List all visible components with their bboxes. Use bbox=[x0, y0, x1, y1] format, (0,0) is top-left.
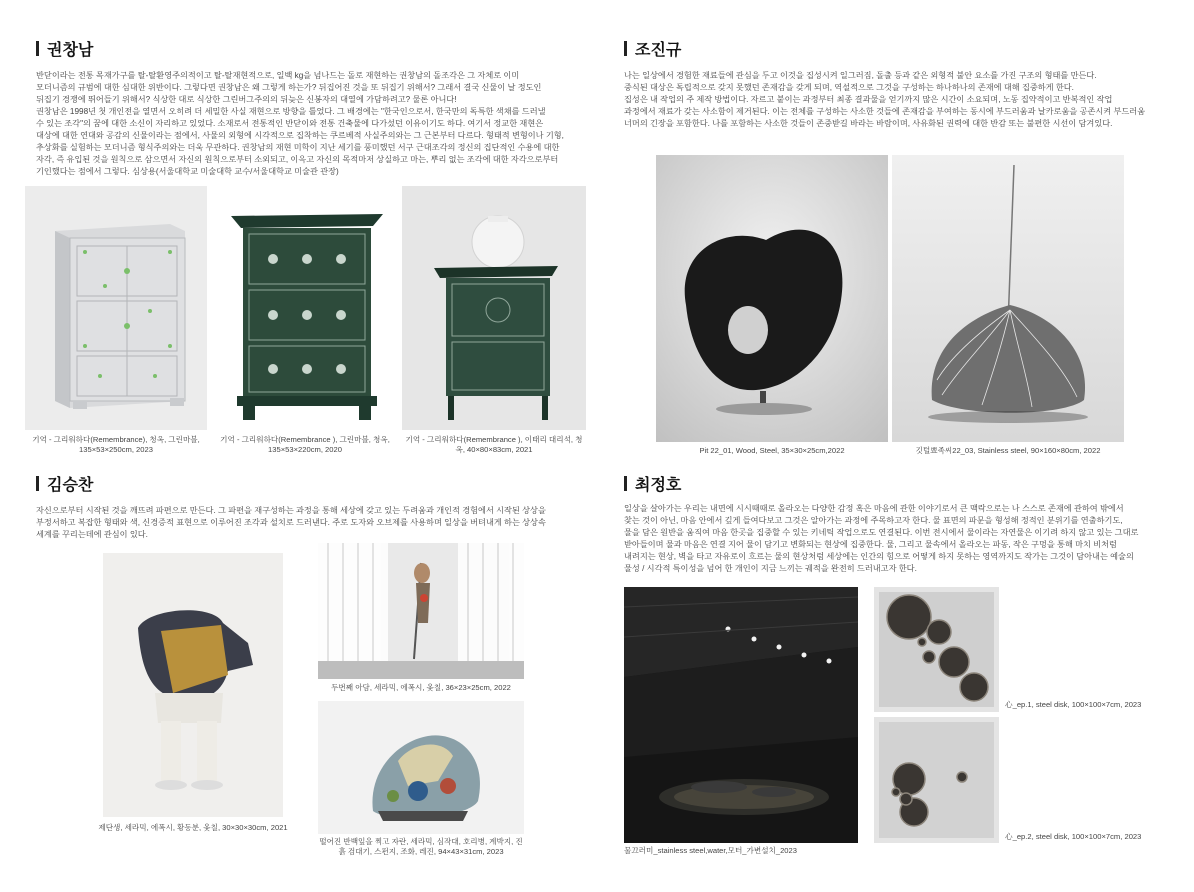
artwork-caption: 물끄러미_stainless steel,water,모터_가변설치_2023 bbox=[624, 846, 797, 855]
artwork-photo bbox=[624, 587, 858, 843]
artwork-photo bbox=[656, 155, 888, 442]
bio-line: 일상을 살아가는 우리는 내면에 시시때때로 올라오는 다양한 감정 혹은 마음에 관한 이야기로서 큰 맥락으로는 나 스스로 존재에 관하여 밖에서 bbox=[624, 504, 1124, 513]
bio-line: 수 있는 조각"의 꿈에 대한 소신이 자리하고 있었다. 소재로서 전통적인 반닫이와 전통 건축물에 다가섰던 이유이기도 하다. 여기서 정교한 재현은 bbox=[36, 119, 544, 128]
artwork-photo bbox=[874, 587, 999, 712]
artwork-caption: 떨어진 반백잎을 찍고 자란, 세라믹, 심작대, 호리병, 계박지, 진흙 검대기, 스펀지, 조화, 레진, 94×43×31cm, 2023 bbox=[319, 837, 523, 856]
bio-line: 모더니즘의 규범에 대한 심대한 위반이다. 그렇다면 권창남은 왜 그렇게 하는가? 뒤집어진 것을 또 뒤집기 위해서? 그래서 결국 신물이 날 정도인 bbox=[36, 83, 542, 92]
artist-name: 조진규 bbox=[635, 42, 682, 59]
bio-line: 세계를 꾸리는데에 관심이 있다. bbox=[36, 530, 148, 539]
artwork-caption: 두번째 아담, 세라믹, 에폭시, 옻칠, 36×23×25cm, 2022 bbox=[331, 683, 511, 692]
bio-line: 권창남은 1998년 첫 개인전을 열면서 오히려 더 세밀한 사실 재현으로 방향을 틀었다. 그 배경에는 "한국인으로서, 한국만의 독특한 색채를 드러낼 bbox=[36, 107, 546, 116]
artwork-photo bbox=[874, 717, 999, 843]
artwork-photo bbox=[213, 186, 397, 430]
bio-line: 대상에 대한 연대와 공감의 신물이라는 점에서, 사물의 외형에 시각적으로 집착하는 쿠르베적 사실주의와는 그 근본부터 다르다. 형태적 변형이나 기형, bbox=[36, 131, 564, 140]
heading-bar bbox=[624, 41, 627, 56]
artwork-caption: 心_ep.1, steel disk, 100×100×7cm, 2023 bbox=[1005, 700, 1142, 709]
artist-name: 최정호 bbox=[635, 477, 682, 494]
bio-line: 부정서하고 복잡한 형태와 색, 신경증적 표현으로 이루어진 조각과 설치로 드러낸다. 주로 도자와 오브제를 사용하며 일상을 버텨내게 하는 상상속 bbox=[36, 518, 546, 527]
artwork-photo bbox=[103, 553, 283, 817]
artwork-caption: 心_ep.2, steel disk, 100×100×7cm, 2023 bbox=[1005, 832, 1142, 841]
artwork-caption: 기억 - 그리워하다(Remembrance ), 그린마블, 청옥, 135×53×220cm, 2020 bbox=[220, 435, 390, 454]
bio-line: 중식된 대상은 독립적으로 갖지 못했던 존재감을 갖게 되며, 역설적으로 그것을 구성하는 하나하나의 존재에 대해 집중하게 한다. bbox=[624, 83, 1074, 92]
heading-bar bbox=[36, 41, 39, 56]
bio-line: 추상화를 실험하는 모더니즘 형식주의와는 더욱 무관하다. 권창남의 재현 미학이 지난 세기를 풍미했던 서구 근대조각의 정신의 집단적인 수용에 대한 bbox=[36, 143, 560, 152]
artwork-caption: 기억 - 그리워하다(Remembrance ), 이태리 대리석, 청옥, 40×80×83cm, 2021 bbox=[405, 435, 583, 454]
bio-line: 물성 / 시각적 특이성을 넘어 한 개인이 지금 느끼는 궤적을 완전히 드러내고자 한다. bbox=[624, 564, 917, 573]
artist-heading-kim bbox=[36, 472, 93, 495]
bio-line: 자각, 즉 유입된 것을 원칙으로 삼으면서 자신의 원칙으로부터 소외되고, 이윽고 자신의 목적마저 상실하고 마는, 뿌리 없는 조각에 대한 자각으로부터 bbox=[36, 155, 559, 164]
bio-line: 과정에서 재료가 갖는 사소함이 제거된다. 이는 전체를 구성하는 사소한 것들에 존재감을 부여하는 동시에 부드러움과 날카로움을 공존시켜 부드러움 bbox=[624, 107, 1146, 116]
heading-bar bbox=[624, 476, 627, 491]
artwork-caption: Pit 22_01, Wood, Steel, 35×30×25cm,2022 bbox=[699, 446, 845, 455]
artwork-photo bbox=[318, 701, 524, 834]
bio-line: 나는 일상에서 경험한 재료들에 관심을 두고 이것을 집성시켜 일그러짐, 돌출 등과 같은 외형적 불안 요소를 가진 구조의 형태를 만든다. bbox=[624, 71, 1097, 80]
artwork-photo bbox=[892, 155, 1124, 442]
bio-line: 내려지는 현상, 벽을 타고 자유로이 흐르는 물의 현상처럼 세상에는 인간의 힘으로 어떻게 하지 못하는 영역까지도 작가는 그것이 담아내는 예술의 bbox=[624, 552, 1134, 561]
artist-heading-choi bbox=[624, 472, 681, 495]
bio-line: 너머의 긴장을 포함한다. 나를 포함하는 사소한 것들이 존중받길 바라는 바람이며, 사유화된 권력에 대한 반감 또는 불편한 시선이 담겨있다. bbox=[624, 119, 1113, 128]
artwork-photo bbox=[318, 543, 524, 679]
artist-heading-kwon bbox=[36, 37, 93, 60]
artist-bio-kwon bbox=[36, 70, 576, 178]
bio-line: 물을 담은 원반을 움직여 마음 한곳을 집중할 수 있는 키네틱 작업으로도 연결된다. 이번 전시에서 물이라는 자연물은 이기려 하지 않고 있는 그대로 bbox=[624, 528, 1139, 537]
artist-bio-cho bbox=[624, 70, 1172, 130]
artist-name: 권창남 bbox=[47, 42, 94, 59]
artwork-photo bbox=[402, 186, 586, 430]
bio-line: 기인했다는 점에서 그렇다. 심상용(서울대학교 미술대학 교수/서울대학교 미술관 관장) bbox=[36, 167, 339, 176]
bio-line: 받아들이며 물과 마음은 연결 지어 물이 담기고 변화되는 현상에 집중한다. 물, 그리고 물속에서 올라오는 파동, 작은 구멍을 통해 마치 비처럼 bbox=[624, 540, 1117, 549]
bio-line: 집성은 내 작업의 주 제작 방법이다. 자르고 붙이는 과정부터 최종 결과물을 얻기까지 많은 시간이 소요되며, 노동 집약적이고 반복적인 작업 bbox=[624, 95, 1113, 104]
bio-line: 찾는 것이 아닌, 마음 안에서 깊게 들여다보고 그것은 알아가는 과정에 주목하고자 한다. 물 표면의 파문을 형성해 정적인 분위기를 연출하기도, bbox=[624, 516, 1123, 525]
artwork-caption: 기억 - 그리워하다(Remembrance), 청옥, 그린마블, 135×53×250cm, 2023 bbox=[32, 435, 200, 454]
bio-line: 반닫이라는 전통 목재가구를 탈-탈환영주의적이고 탈-탈재현적으로, 일백 kg을 넘나드는 돌로 재현하는 권창남의 돌조각은 그 자체로 이미 bbox=[36, 71, 520, 80]
artwork-photo bbox=[25, 186, 207, 430]
heading-bar bbox=[36, 476, 39, 491]
artist-name: 김승찬 bbox=[47, 477, 94, 494]
artwork-caption: 제단생, 세라믹, 에폭시, 황동분, 옻칠, 30×30×30cm, 2021 bbox=[98, 823, 288, 832]
artist-heading-cho bbox=[624, 37, 681, 60]
bio-line: 자신으로부터 시작된 것을 깨뜨려 파편으로 만든다. 그 파편을 재구성하는 과정을 통해 세상에 갖고 있는 두려움과 개인적 경험에서 시작된 상상을 bbox=[36, 506, 546, 515]
artwork-caption: 깃털뾰족씨22_03, Stainless steel, 90×160×80cm, 2022 bbox=[915, 446, 1101, 455]
bio-line: 뒤집기 경쟁에 뛰어들기 위해서? 식상한 대로 식상한 그린버그주의의 뒤늦은 신봉자의 대열에 가담하려고? 물론 아니다! bbox=[36, 95, 457, 104]
artist-bio-kim bbox=[36, 505, 576, 541]
artist-bio-choi bbox=[624, 503, 1172, 575]
